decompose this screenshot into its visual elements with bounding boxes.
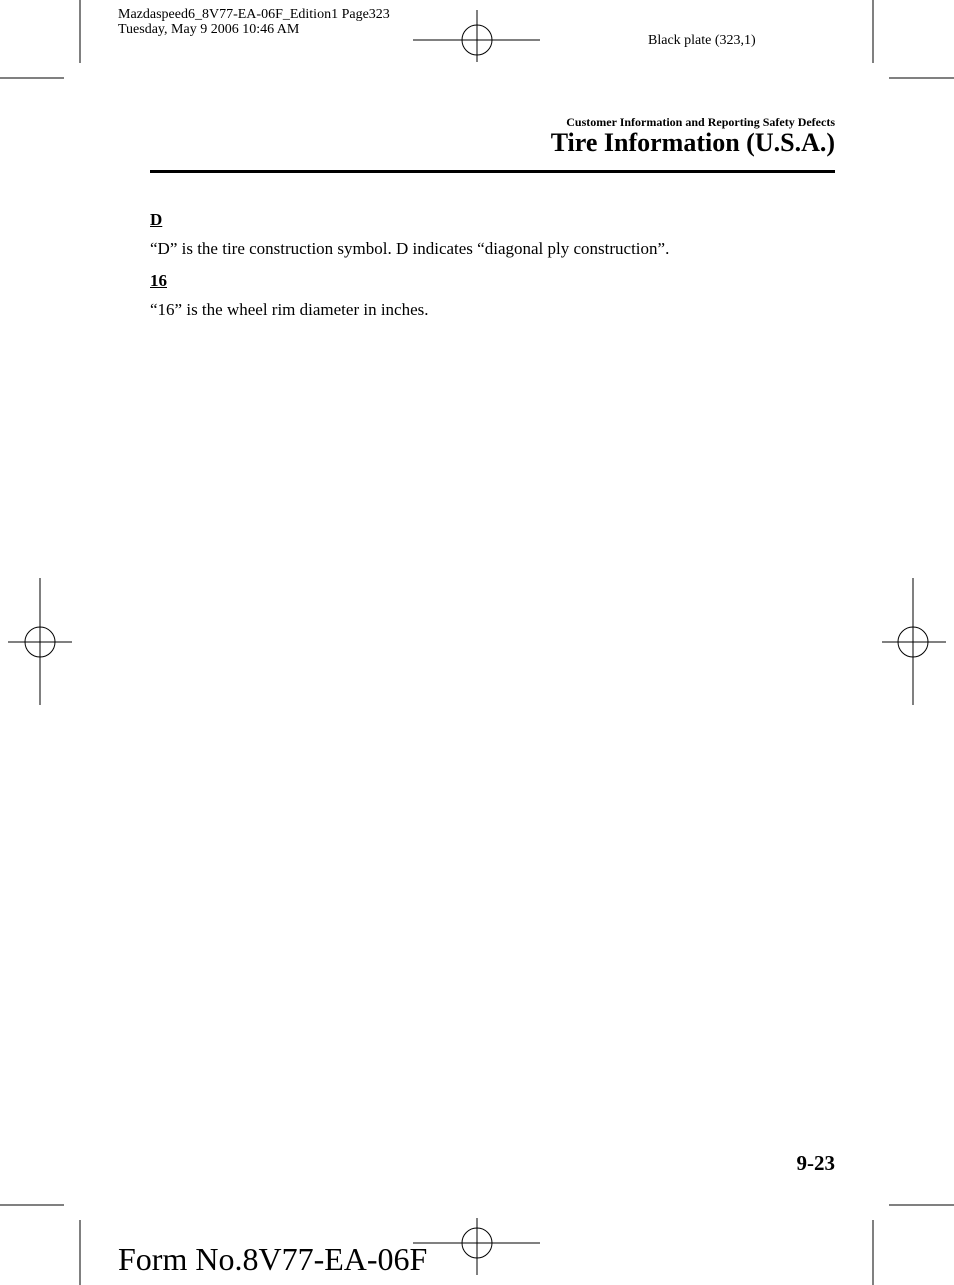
title-rule (150, 170, 835, 173)
page-title: Tire Information (U.S.A.) (550, 128, 835, 157)
section-title: Customer Information and Reporting Safety Defects (566, 115, 835, 129)
entry-description-d: “D” is the tire construction symbol. D indicates “diagonal ply construction”. (150, 239, 670, 258)
entry-description-16: “16” is the wheel rim diameter in inches. (150, 300, 429, 319)
plate-label: Black plate (323,1) (648, 33, 756, 48)
file-info (118, 7, 390, 37)
file-info-line-1: Mazdaspeed6_8V77-EA-06F_Edition1 Page323 (118, 7, 390, 22)
file-info-line-2: Tuesday, May 9 2006 10:46 AM (118, 22, 300, 37)
form-number: Form No.8V77-EA-06F (118, 1241, 428, 1277)
entry-term-d: D (150, 210, 163, 229)
page-number: 9-23 (796, 1151, 835, 1175)
entry-term-16: 16 (150, 271, 167, 290)
